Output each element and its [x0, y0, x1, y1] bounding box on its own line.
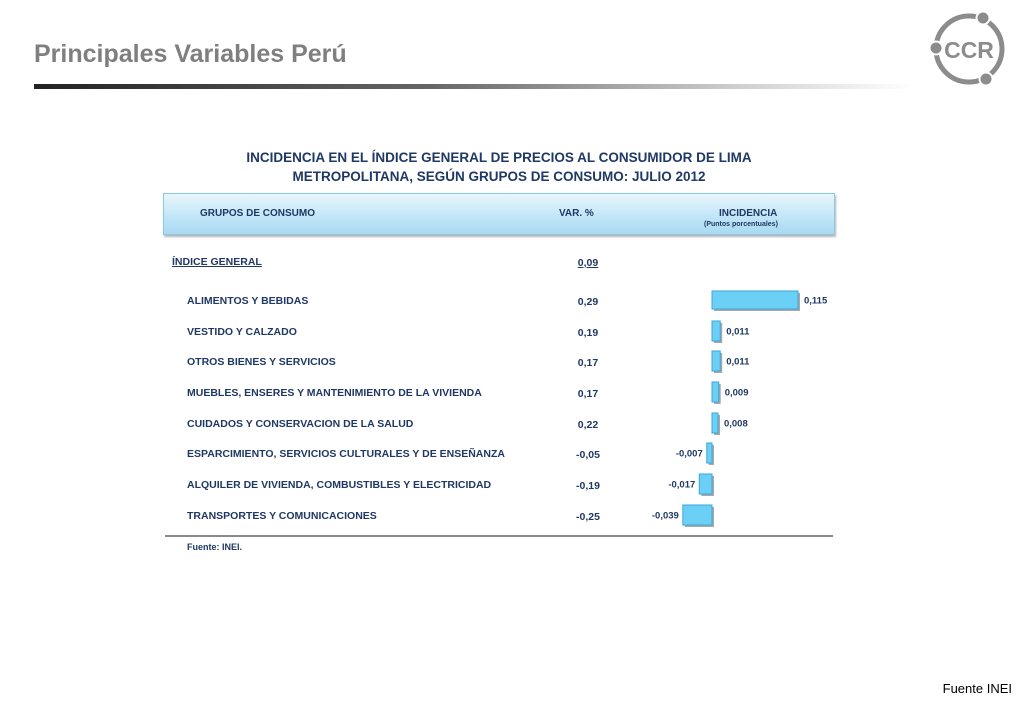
bar-value-label-7: -0,017 [668, 479, 696, 491]
var-pct-1: 0,29 [577, 296, 599, 308]
footer-source: Fuente INEI [942, 681, 1012, 696]
category-label-5: CUIDADOS Y CONSERVACION DE LA SALUD [187, 418, 414, 430]
category-label-3: OTROS BIENES Y SERVICIOS [187, 356, 336, 368]
category-label-8: TRANSPORTES Y COMUNICACIONES [187, 510, 377, 522]
total-var: 0,09 [577, 257, 599, 269]
category-label-1: ALIMENTOS Y BEBIDAS [187, 295, 309, 307]
bar-value-label-8: -0,039 [651, 510, 679, 522]
chart-title-line1: INCIDENCIA EN EL ÍNDICE GENERAL DE PRECIOS AL CONSUMIDOR DE LIMA [246, 150, 752, 165]
bar-5 [712, 413, 718, 433]
title-underline [34, 84, 914, 89]
slide-title: Principales Variables Perú [34, 40, 347, 68]
chart-title-line2: METROPOLITANA, SEGÚN GRUPOS DE CONSUMO: JULIO 2012 [292, 169, 706, 184]
total-label: ÍNDICE GENERAL [172, 256, 262, 268]
category-label-4: MUEBLES, ENSERES Y MANTENIMIENTO DE LA VIVIENDA [187, 387, 482, 399]
var-pct-2: 0,19 [577, 327, 599, 339]
var-pct-8: -0,25 [576, 511, 600, 523]
bar-value-label-6: -0,007 [675, 448, 703, 460]
header-incidence-units: (Puntos porcentuales) [704, 221, 778, 228]
var-pct-7: -0,19 [576, 480, 600, 492]
bar-value-label-1: 0,115 [804, 295, 828, 307]
var-pct-3: 0,17 [577, 357, 599, 369]
incidence-chart-panel [163, 140, 835, 560]
header-groups: GRUPOS DE CONSUMO [200, 208, 316, 219]
bar-value-label-5: 0,008 [723, 418, 748, 430]
bar-6 [707, 443, 712, 463]
var-pct-4: 0,17 [577, 388, 599, 400]
header-var: VAR. % [559, 208, 594, 219]
svg-text:CCR: CCR [944, 37, 994, 63]
table-bottom-rule [165, 535, 833, 537]
bar-8 [683, 505, 712, 525]
bar-3 [712, 351, 720, 371]
incidence-bars [163, 140, 835, 560]
bar-value-label-3: 0,011 [726, 356, 750, 368]
bar-value-label-4: 0,009 [724, 387, 749, 399]
var-pct-6: -0,05 [576, 449, 600, 461]
source-note: Fuente: INEI. [187, 542, 243, 552]
header-incidence: INCIDENCIA [719, 208, 778, 219]
category-label-6: ESPARCIMIENTO, SERVICIOS CULTURALES Y DE ENSEÑANZA [187, 448, 505, 460]
category-label-7: ALQUILER DE VIVIENDA, COMBUSTIBLES Y ELECTRICIDAD [187, 479, 492, 491]
ccr-logo [928, 8, 1010, 90]
bar-7 [699, 474, 712, 494]
bar-4 [712, 382, 719, 402]
var-pct-5: 0,22 [577, 419, 599, 431]
bar-value-label-2: 0,011 [726, 326, 750, 338]
category-label-2: VESTIDO Y CALZADO [187, 326, 297, 338]
bar-1 [712, 291, 798, 309]
bar-2 [712, 321, 720, 341]
